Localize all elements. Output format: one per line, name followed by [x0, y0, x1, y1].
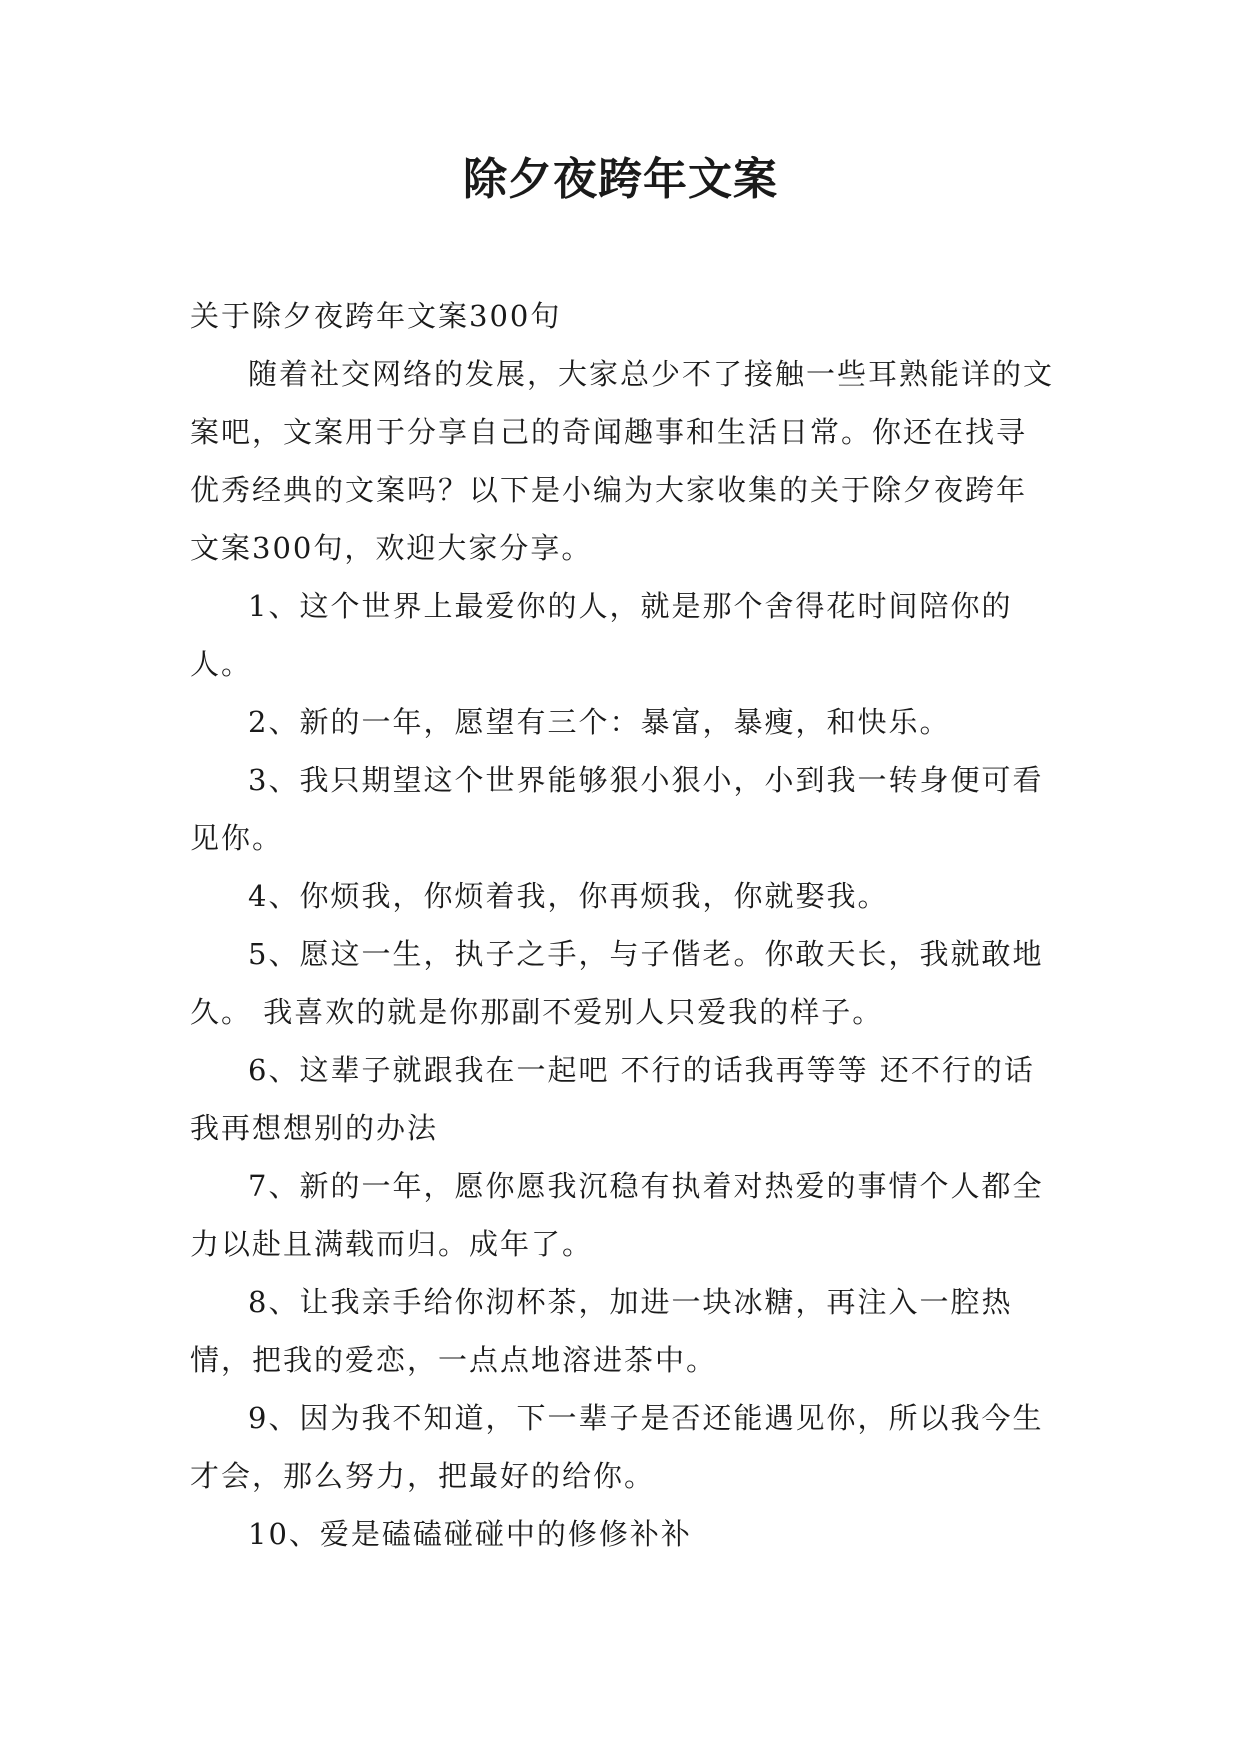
list-item: 6、这辈子就跟我在一起吧 不行的话我再等等 还不行的话我再想想别的办法	[190, 1053, 1035, 1145]
document-title: 除夕夜跨年文案	[463, 154, 778, 205]
list-item: 9、因为我不知道，下一辈子是否还能遇见你，所以我今生才会，那么努力，把最好的给你。	[190, 1401, 1044, 1493]
list-item: 2、新的一年，愿望有三个：暴富，暴瘦，和快乐。	[248, 705, 951, 739]
intro-paragraph: 随着社交网络的发展，大家总少不了接触一些耳熟能详的文案吧，文案用于分享自己的奇闻趣事和生活日常。你还在找寻优秀经典的文案吗？以下是小编为大家收集的关于除夕夜跨年文案300句，欢迎大家分享。	[190, 357, 1055, 565]
list-item: 4、你烦我，你烦着我，你再烦我，你就娶我。	[248, 879, 889, 913]
document-subtitle: 关于除夕夜跨年文案300句	[190, 299, 562, 333]
list-item: 1、这个世界上最爱你的人，就是那个舍得花时间陪你的人。	[190, 589, 1013, 681]
list-item: 5、愿这一生，执子之手，与子偕老。你敢天长，我就敢地久。 我喜欢的就是你那副不爱别人只爱我的样子。	[190, 937, 1044, 1029]
list-item: 3、我只期望这个世界能够狠小狠小，小到我一转身便可看见你。	[190, 763, 1044, 855]
document-body	[190, 287, 1056, 1563]
list-item: 10、爱是磕磕碰碰中的修修补补	[248, 1517, 692, 1551]
list-item: 7、新的一年，愿你愿我沉稳有执着对热爱的事情个人都全力以赴且满载而归。成年了。	[190, 1169, 1044, 1261]
list-item: 8、让我亲手给你沏杯茶，加进一块冰糖，再注入一腔热情，把我的爱恋，一点点地溶进茶中。	[190, 1285, 1013, 1377]
